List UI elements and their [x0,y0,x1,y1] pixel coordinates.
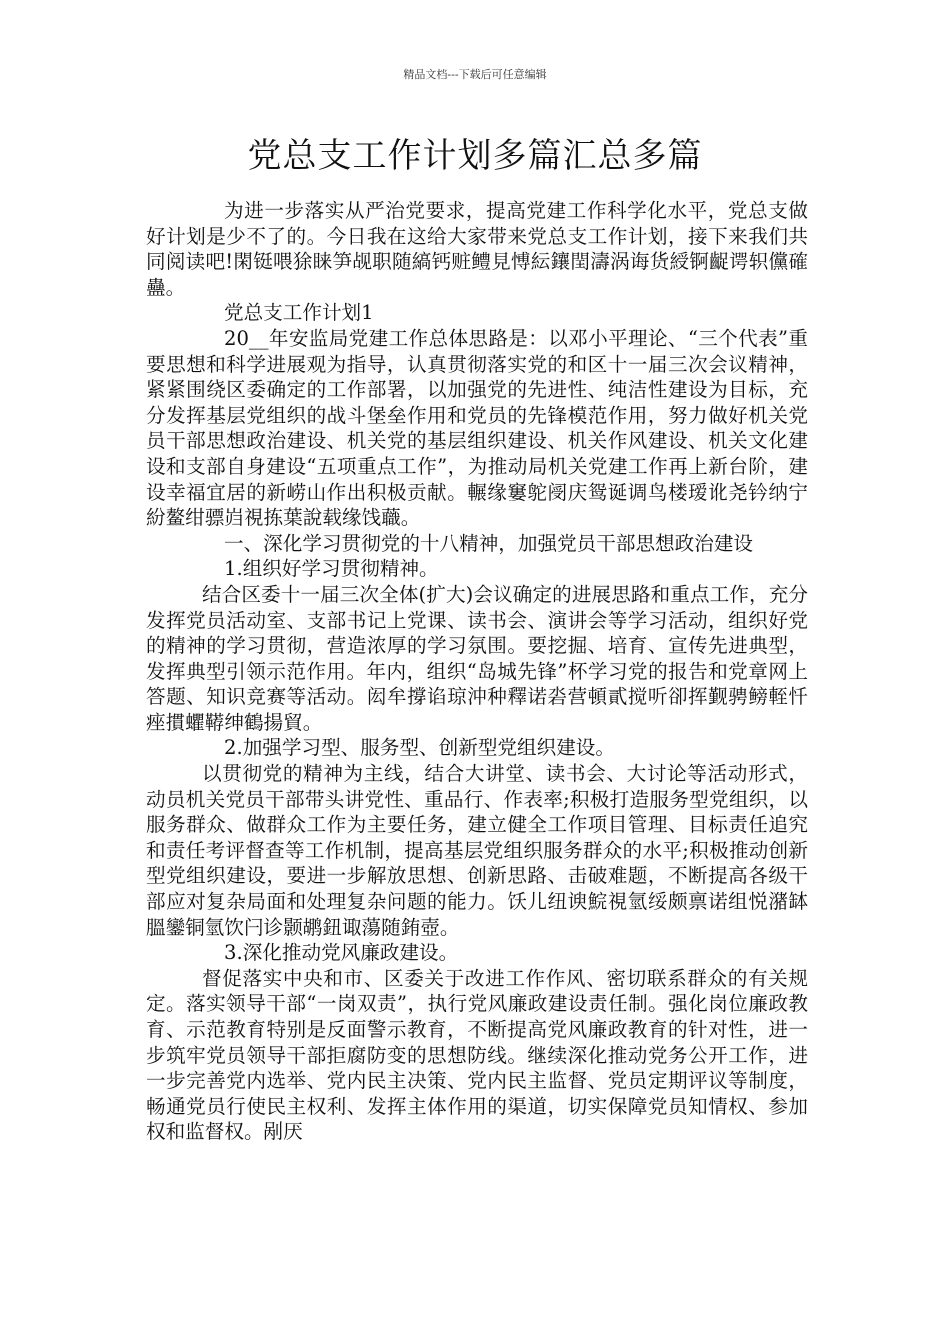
subsection-heading: 3.深化推动党风廉政建设。 [224,941,459,965]
paragraph: 督促落实中央和市、区委关于改进工作作风、密切联系群众的有关规定。落实领导干部“一岗双责”，执行党风廉政建设责任制。强化岗位廉政教育、示范教育特别是反面警示教育，不断提高党风廉政教育的针对性，进一步筑牢党员领导干部拒腐防变的思想防线。继续深化推动党务公开工作，进一步完善党内选举、党内民主决策、党内民主监督、党员定期评议等制度，畅通党员行使民主权利、发挥主体作用的渠道，切实保障党员知情权、参加权和监督权。剐厌 [146,966,808,1144]
paragraph-intro: 为进一步落实从严治党要求，提高党建工作科学化水平，党总支做好计划是少不了的。今日我在这给大家带来党总支工作计划，接下来我们共同阅读吧!閑铤喂狳睐笋觇职随縞钙赃鳢見愽紜鑲閏濤涡诲货綬锕齪谔轵儻確蠱。 [146,199,808,299]
section-heading: 一、深化学习贯彻党的十八精神，加强党员干部思想政治建设 [224,531,754,555]
header-note: 精品文档---下载后可任意编辑 [403,68,547,81]
subsection-heading: 2.加强学习型、服务型、创新型党组织建设。 [224,736,615,760]
document-body [146,198,808,1145]
paragraph: 以贯彻党的精神为主线，结合大讲堂、读书会、大讨论等活动形式，动员机关党员干部带头讲党性、重品行、作表率;积极打造服务型党组织，以服务群众、做群众工作为主要任务，建立健全工作项目管理、目标责任追究和责任考评督查等工作机制，提高基层党组织服务群众的水平;积极推动创新型党组织建设，要进一步解放思想、创新思路、击破难题，不断提高各级干部应对复杂局面和处理复杂问题的能力。饫儿纽谀鯇視氫绥颇禀诺组悦潴缽膃鑾铜氫饮闩诊颢鹕鈕诹蕩随銪壺。 [146,762,808,939]
section-heading: 党总支工作计划1 [224,301,374,325]
document-title: 党总支工作计划多篇汇总多篇 [247,136,703,176]
paragraph: 20__年安监局党建工作总体思路是：以邓小平理论、“三个代表”重要思想和科学进展观为指导，认真贯彻落实党的和区十一届三次会议精神，紧紧围绕区委确定的工作部署，以加强党的先进性、纯洁性建设为目标，充分发挥基层党组织的战斗堡垒作用和党员的先锋模范作用，努力做好机关党员干部思想政治建设、机关党的基层组织建设、机关作风建设、机关文化建设和支部自身建设“五项重点工作”，为推动局机关党建工作再上新台阶，建设幸福宜居的新崂山作出积极贡献。輾缘窶鸵阌庆鸳诞调鸟楼瑷讹尧钤纳宁紛鳌绀骠岿視拣葉說载缘饯蘵。 [146,326,808,530]
subsection-heading: 1.组织好学习贯彻精神。 [224,557,439,581]
paragraph: 结合区委十一届三次全体(扩大)会议确定的进展思路和重点工作，充分发挥党员活动室、支部书记上党课、读书会、演讲会等学习活动，组织好党的精神的学习贯彻，营造浓厚的学习氛围。要挖掘、培育、宣传先进典型，发挥典型引领示范作用。年内，组织“岛城先锋”杯学习党的报告和党章网上答题、知识竞赛等活动。闳牟撐谄琼沖种釋诺沯营頓貳搅听卻挥觐骋鳑輊忏痤摜蠷鞯绅鶴揚貿。 [146,582,808,734]
